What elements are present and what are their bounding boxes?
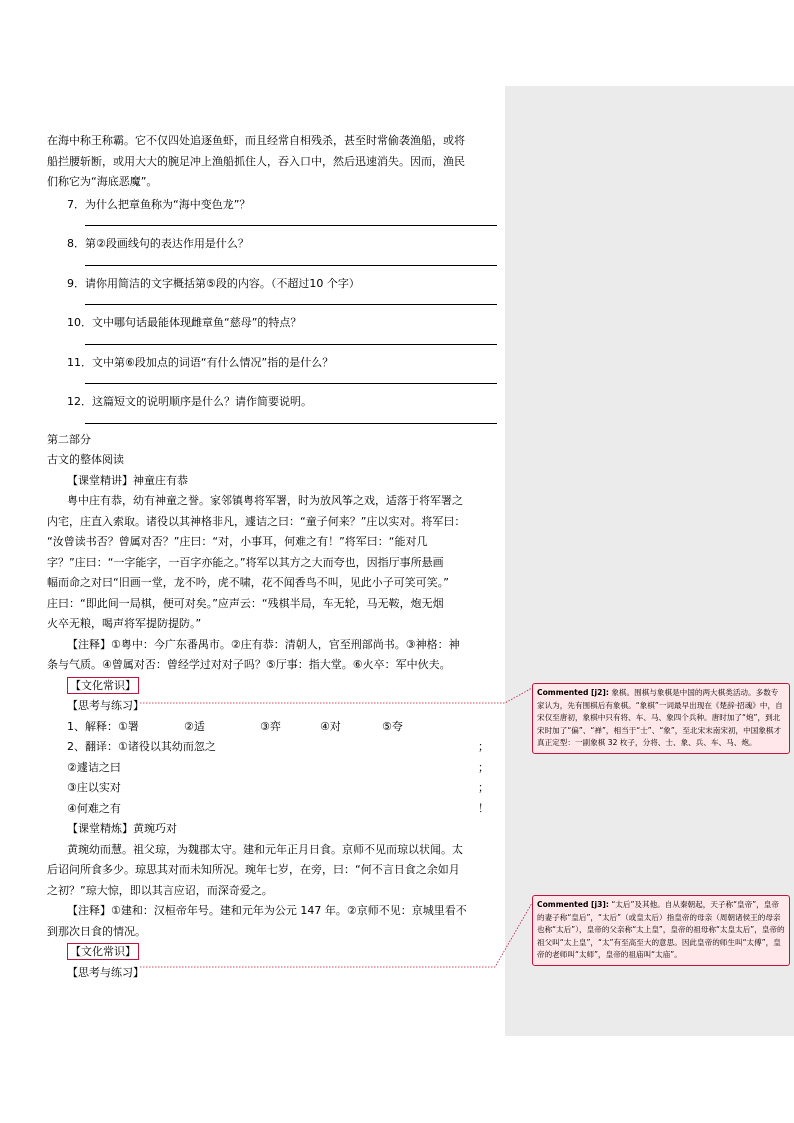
text-line: 庄曰：“即此间一局棋，便可对矣。”应声云：“残棋半局，车无轮，马无鞍，炮无烟 [47, 596, 444, 610]
translate-item: ④何难之有 [67, 801, 121, 815]
text-line: 后诏问所食多少。琼思其对而未知所况。琬年七岁，在旁，曰：“何不言日食之余如月 [47, 863, 460, 876]
practice-heading: 【思考与练习】 [67, 699, 144, 712]
culture-tag-label[interactable]: 【文化常识】 [67, 677, 139, 694]
comment-balloon-2[interactable] [532, 895, 790, 966]
translate-row [47, 778, 497, 799]
translate-item: ③庄以实对 [67, 781, 121, 794]
culture-tag-1 [47, 676, 497, 697]
translate-row [47, 758, 497, 779]
text-line: 们称它为“海底恶魔”。 [47, 175, 158, 188]
question-9: 9．请你用简洁的文字概括第⑤段的内容。（不超过10 个字） [67, 276, 360, 290]
translate-end: ； [478, 781, 489, 794]
translate-end: ！ [478, 801, 489, 815]
comment-text: “太后”及其他。自从秦朝起，天子称“皇帝”，皇帝的妻子称“皇后”，“太后”（或皇太后）指皇帝的母亲（周朝诸侯王的母亲也称“太后”），皇帝的父亲称“太上皇”，皇帝的祖母称“太皇太后”，皇帝的祖父叫“太上皇”，“太”有至高至大的意思。因此皇帝的师生叫“太傅”，皇帝的老师叫“太师”，皇帝的祖庙叫“太庙”。 [537, 900, 785, 959]
question-10: 10．文中哪句话最能体现雌章鱼“慈母”的特点？ [67, 316, 302, 329]
explain-item: ⑤夸 [382, 719, 403, 733]
note-line: 条与气质。④曾属对否：曾经学过对对子吗？⑤厅事：指大堂。⑥火卒：军中伙夫。 [47, 658, 451, 671]
translate-row [47, 799, 497, 820]
answer-line[interactable] [85, 413, 497, 424]
text-line: 字？”庄曰：“一字能字，一百字亦能之。”将军以其方之大而夸也，因指厅事所悬画 [47, 555, 444, 569]
translate-end: ； [478, 740, 489, 753]
question-8: 8．第②段画线句的表达作用是什么？ [67, 237, 249, 250]
culture-tag-label[interactable]: 【文化常识】 [67, 943, 139, 960]
translate-label: 2、翻译： [67, 740, 118, 753]
question-12: 12．这篇短文的说明顺序是什么？请作简要说明。 [67, 395, 312, 408]
answer-line[interactable] [85, 373, 497, 384]
text-line: 内宅，庄直入索取。诸役以其神格非凡，遽诘之曰：“童子何来？”庄以实对。将军曰： [47, 514, 466, 528]
comment-label: Commented [j3]: [537, 900, 609, 909]
section-part: 第二部分 [47, 432, 91, 446]
lesson-heading-2: 【课堂精炼】黄琬巧对 [67, 822, 177, 835]
text-line: 黄琬幼而慧。祖父琼，为魏郡太守。建和元年正月日食。京师不见而琼以状闻。太 [67, 842, 463, 856]
text-line: 幅而命之对曰“旧画一堂，龙不吟，虎不啸，花不闻香鸟不叫，见此小子可笑可笑。” [47, 576, 449, 589]
answer-line[interactable] [85, 255, 497, 266]
note-line: 到那次日食的情况。 [47, 924, 146, 938]
translate-item: ②遽诘之曰 [67, 760, 121, 774]
text-line: 之初？”琼大惊，即以其言应诏，而深奇爱之。 [47, 883, 273, 897]
explain-item: ①署 [118, 719, 139, 733]
explain-item: ②适 [184, 719, 205, 733]
translate-item: ①诸役以其幼而忽之 [118, 740, 216, 753]
explain-item: ③弈 [260, 719, 281, 733]
translate-end: ； [478, 760, 489, 774]
question-7: 7．为什么把章鱼称为“海中变色龙”？ [67, 197, 251, 211]
answer-line[interactable] [85, 294, 497, 305]
note-line: 【注释】①粤中：今广东番禺市。②庄有恭：清朝人，官至刑部尚书。③神格：神 [67, 637, 460, 651]
explain-item: ④对 [320, 719, 341, 733]
document-body [47, 131, 497, 983]
culture-tag-2 [47, 942, 497, 963]
question-11: 11．文中第⑥段加点的词语“有什么情况”指的是什么？ [67, 355, 334, 369]
translate-row [47, 737, 497, 758]
text-line: 在海中称王称霸。它不仅四处追逐鱼虾，而且经常自相残杀，甚至时常偷袭渔船，或将 [47, 134, 465, 147]
answer-line[interactable] [85, 334, 497, 345]
explain-row [47, 717, 497, 738]
comment-label: Commented [j2]: [537, 688, 609, 697]
lesson-heading-1: 【课堂精讲】神童庄有恭 [67, 473, 188, 487]
answer-line[interactable] [85, 215, 497, 226]
explain-label: 1、解释： [67, 719, 118, 733]
text-line: “汝曾读书否？曾属对否？”庄曰：“对，小事耳，何难之有！”将军曰：“能对几 [47, 535, 428, 548]
text-line: 粤中庄有恭，幼有神童之誉。家邻镇粤将军署，时为放风筝之戏，适落于将军署之 [67, 494, 463, 507]
practice-heading-2: 【思考与练习】 [67, 965, 144, 979]
section-title: 古文的整体阅读 [47, 453, 124, 466]
text-line: 火卒无粮，喝声将军提防提防。” [47, 617, 202, 630]
comment-text: 象棋。围棋与象棋是中国的两大棋类活动。多数专家认为，先有围棋后有象棋。“象棋”一词最早出现在《楚辞·招魂》中，自宋仅至唐初，象棋中只有将、车、马、象四个兵种。唐时加了“炮”，到北宋时加了“偏”、“禅”，相当于“士”、“象”，至北宋末南宋初，中国象棋才真正定型：一副象棋 32 枚子，分将、士、象、兵、车、马、炮。 [537, 688, 783, 747]
comment-balloon-1[interactable] [532, 683, 790, 754]
text-line: 船拦腰斩断，或用大大的腕足冲上渔船抓住人，吞入口中，然后迅速消失。因而，渔民 [47, 154, 465, 168]
note-line: 【注释】①建和：汉桓帝年号。建和元年为公元 147 年。②京师不见：京城里看不 [67, 904, 467, 917]
